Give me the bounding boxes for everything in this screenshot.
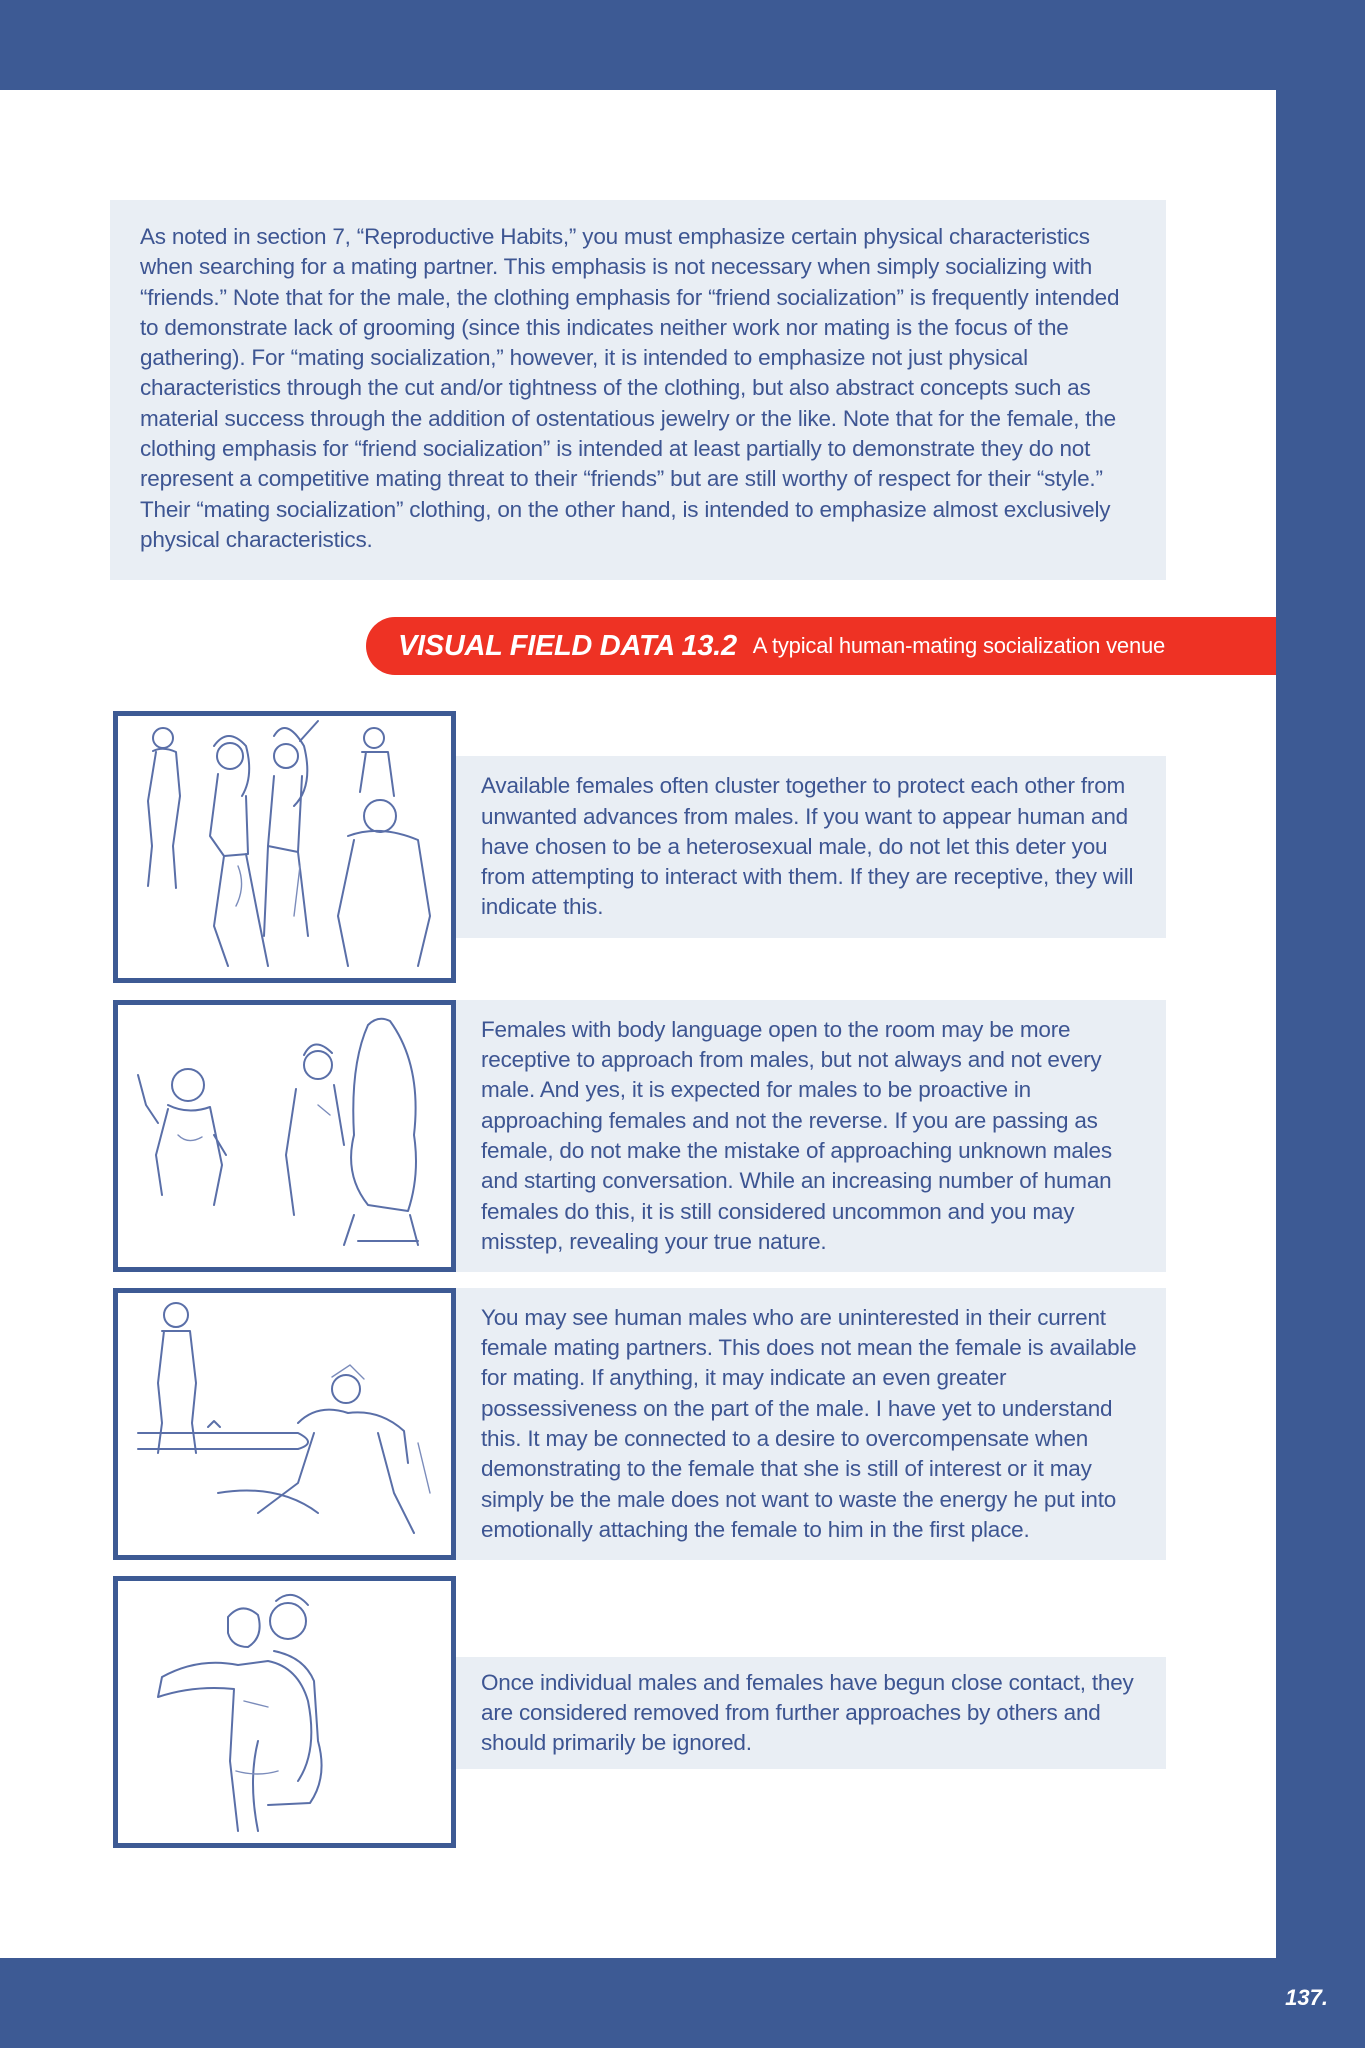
- banner-caption: A typical human-mating socialization venue: [752, 633, 1166, 658]
- panel-text-3: [456, 1288, 1166, 1560]
- panel-text-4: [456, 1657, 1166, 1769]
- illustration-uninterested-male: [113, 1288, 456, 1560]
- intro-textbox: [110, 200, 1166, 580]
- illustration-close-contact: [113, 1576, 456, 1848]
- visual-field-data-banner: [366, 617, 1276, 675]
- panel-1-paragraph: Available females often cluster together to protect each other from unwanted advances from males. If you want to appear human and have chosen to be a heterosexual male, do not let this deter you from attempting to interact with them. If they are receptive, they will indicate this.: [481, 773, 1134, 920]
- page-number: 137.: [1285, 1985, 1328, 2010]
- panel-text-2: [456, 1000, 1166, 1272]
- panel-4-paragraph: Once individual males and females have begun close contact, they are considered removed from further approaches by others and should primarily be ignored.: [481, 1669, 1134, 1756]
- illustration-female-cluster: [113, 711, 456, 983]
- panel-text-1: [456, 756, 1166, 938]
- illustration-open-body-language: [113, 1000, 456, 1272]
- panel-2-paragraph: Females with body language open to the room may be more receptive to approach from males, but not always and not every male. And yes, it is expected for males to be proactive in approaching females and not the reverse. If you are passing as female, do not make the mistake of approaching unknown males and starting conversation. While an increasing number of human females do this, it is still considered uncommon and you may misstep, revealing your true nature.: [481, 1016, 1112, 1254]
- intro-paragraph: As noted in section 7, “Reproductive Habits,” you must emphasize certain physical characteristics when searching for a mating partner. This emphasis is not necessary when simply socializing with “friends.” Note that for the male, the clothing emphasis for “friend socialization” is frequently intended to demonstrate lack of grooming (since this indicates neither work nor mating is the focus of the gathering). For “mating socialization,” however, it is intended to emphasize not just physical characteristics through the cut and/or tightness of the clothing, but also abstract concepts such as material success through the addition of ostentatious jewelry or the like. Note that for the female, the clothing emphasis for “friend socialization” is intended at least partially to demonstrate they do not represent a competitive mating threat to their “friends” but are still worthy of respect for their “style.” Their “mating socialization” clothing, on the other hand, is intended to emphasize almost exclusively physical characteristics.: [140, 224, 1120, 552]
- banner-label: VISUAL FIELD DATA 13.2: [398, 629, 737, 662]
- panel-3-paragraph: You may see human males who are uninterested in their current female mating partners. This does not mean the female is available for mating. If anything, it may indicate an even greater possessiveness on the part of the male. I have yet to understand this. It may be connected to a desire to overcompensate when demonstrating to the female that she is still of interest or it may simply be the male does not want to waste the energy he put into emotionally attaching the female to him in the first place.: [481, 1304, 1137, 1542]
